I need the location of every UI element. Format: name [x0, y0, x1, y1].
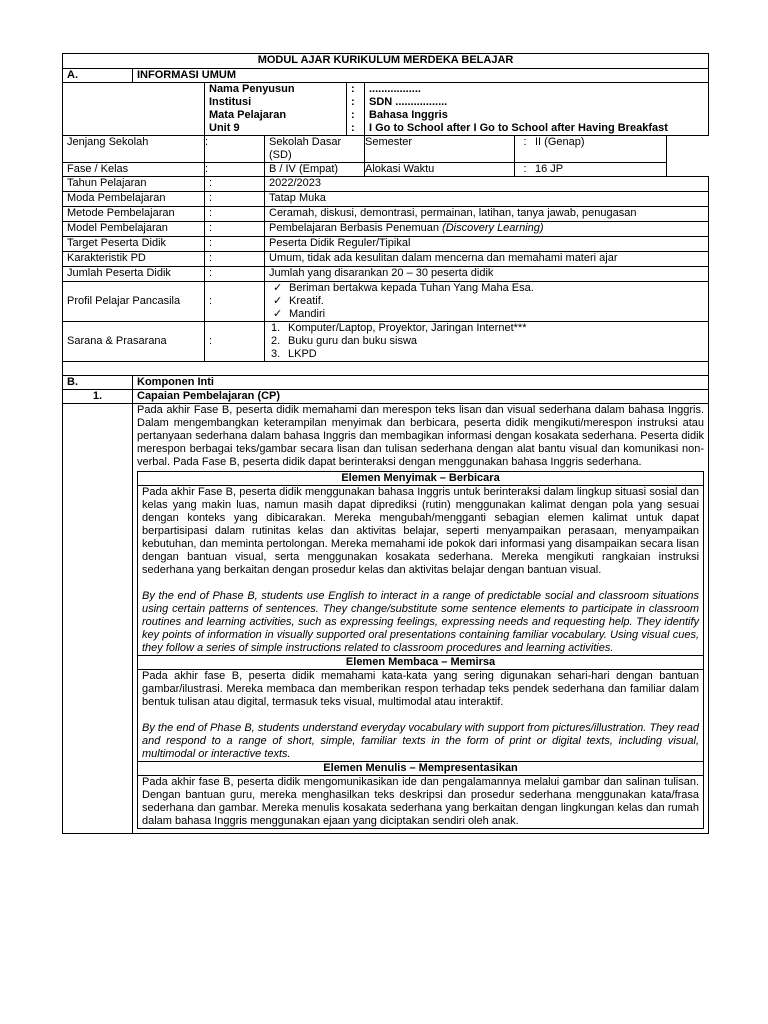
info-label-author: Nama Penyusun — [205, 83, 347, 97]
profile-list — [269, 282, 704, 321]
list-item: 1. Komputer/Laptop, Proyektor, Jaringan Internet*** — [271, 322, 527, 334]
semester-colon: : — [523, 136, 527, 148]
check-icon: ✓ — [273, 295, 283, 307]
cp-number: 1. — [63, 390, 133, 404]
info-label-subject: Mata Pelajaran — [205, 109, 347, 122]
kv-label: Jumlah Peserta Didik — [63, 267, 205, 282]
spacer-row — [63, 362, 709, 376]
facilities-label: Sarana & Prasarana — [63, 322, 205, 362]
info-label-institution: Institusi — [205, 96, 347, 109]
list-item: ✓ Mandiri — [273, 308, 326, 320]
element-text-id: Pada akhir Fase B, peserta didik menggunakan bahasa Inggris untuk berinteraksi dalam lingkup situasi sosial dan kelas yang makin luas, namun masih dapat diprediksi (rutin) menggunakan kalimat dengan pola yang sesuai dengan konteks yang dibicarakan. Mereka mengubah/mengganti sebagian elemen kalimat untuk dapat berpartisipasi dalam rutinitas kelas dan aktivitas belajar, seperti menyampaikan perasaan, menyampaikan kebutuhan, dan meminta pertolongan. Mereka memahami ide pokok dari informasi yang disampaikan secara lisan dengan bantuan visual, serta menggunakan kosakata sederhana. Mereka mengikuti rangkaian instruksi sederhana yang berkaitan dengan prosedur kelas dan aktivitas belajar dengan bantuan visual. — [142, 486, 700, 576]
info-colon: : — [347, 83, 365, 97]
kv-value-model — [265, 222, 709, 237]
section-b-letter: B. — [63, 376, 133, 390]
semester-value: II (Genap) — [535, 136, 585, 148]
cp-paragraph: Pada akhir Fase B, peserta didik memahami dan merespon teks lisan dan visual sederhana dalam bahasa Inggris. Dalam mengembangkan keterampilan menyimak dan berbicara, peserta didik mengikuti/merespon instruksi atau pertanyaan sederhana dalam bahasa Inggris dan membagikan informasi dengan kosakata sederhana. Peserta didik merespon berbagai teks/gambar secara lisan dan tulisan sederhana dengan alat bantu visual dan komunikasi non-verbal. Pada Fase B, peserta didik dapat berinteraksi dengan menggunakan bahasa Inggris sederhana. — [137, 404, 705, 468]
element-text-id: Pada akhir fase B, peserta didik mengomunikasikan ide dan pengalamannya melalui gambar dan salinan tulisan. Dengan bantuan guru, mereka menghasilkan teks deskripsi dan prosedur sederhana menggunakan kata/frasa sederhana dan gambar. Mereka menulis kosakata sederhana yang berkaitan dengan lingkungan kelas dan rumah dalam bahasa Inggris menggunakan ejaan yang diciptakan sendiri oleh anak. — [142, 776, 700, 827]
time-allocation-value: 16 JP — [535, 163, 564, 175]
info-value-unit: I Go to School after I Go to School after Having Breakfast — [365, 122, 709, 136]
semester-label: Semester — [365, 136, 413, 148]
module-table — [62, 53, 709, 834]
kv-colon: : — [205, 222, 265, 237]
info-value-subject: Bahasa Inggris — [365, 109, 709, 122]
school-level-label: Jenjang Sekolah — [63, 136, 205, 163]
kv-label: Karakteristik PD — [63, 252, 205, 267]
school-level-value: Sekolah Dasar (SD) — [265, 136, 365, 163]
section-b-label: Komponen Inti — [133, 376, 709, 390]
time-allocation-label: Alokasi Waktu — [365, 163, 435, 175]
info-colon: : — [347, 109, 365, 122]
list-item: ✓ Kreatif. — [273, 295, 324, 307]
kv-value-method: Ceramah, diskusi, demontrasi, permainan, latihan, tanya jawab, penugasan — [265, 207, 709, 222]
kv-value-count: Jumlah yang disarankan 20 – 30 peserta didik — [265, 267, 709, 282]
kv-colon: : — [205, 192, 265, 207]
section-a-letter: A. — [63, 69, 133, 83]
kv-label: Metode Pembelajaran — [63, 207, 205, 222]
section-a-label: INFORMASI UMUM — [133, 69, 709, 83]
info-colon: : — [347, 96, 365, 109]
kv-colon: : — [205, 252, 265, 267]
lesson-module-document — [62, 53, 708, 970]
phase-class-value: B / IV (Empat) — [265, 163, 365, 177]
list-item: ✓ Beriman bertakwa kepada Tuhan Yang Maha Esa. — [273, 282, 534, 294]
document-title: MODUL AJAR KURIKULUM MERDEKA BELAJAR — [63, 54, 709, 69]
list-item: 3. LKPD — [271, 348, 317, 360]
element-title: Elemen Membaca – Memirsa — [138, 656, 704, 670]
elements-table — [137, 471, 704, 829]
phase-class-label: Fase / Kelas — [63, 163, 205, 177]
info-colon: : — [347, 122, 365, 136]
info-value-author: ................. — [365, 83, 709, 97]
kv-label: Tahun Pelajaran — [63, 177, 205, 192]
profile-label: Profil Pelajar Pancasila — [63, 282, 205, 322]
facilities-colon: : — [205, 322, 265, 362]
check-icon: ✓ — [273, 282, 283, 294]
element-text-id: Pada akhir fase B, peserta didik memahami kata-kata yang sering digunakan sehari-hari dengan bantuan gambar/ilustrasi. Mereka membaca dan memberikan respon terhadap teks pendek sederhana dan familiar dalam bentuk tulisan atau digital, termasuk teks visual, multimodal atau interaktif. — [142, 670, 700, 708]
info-value-institution: SDN ................. — [365, 96, 709, 109]
kv-colon: : — [205, 207, 265, 222]
model-value: Pembelajaran Berbasis Penemuan — [269, 222, 439, 234]
kv-colon: : — [205, 177, 265, 192]
check-icon: ✓ — [273, 308, 283, 320]
profile-colon: : — [205, 282, 265, 322]
list-item: 2. Buku guru dan buku siswa — [271, 335, 418, 347]
kv-colon: : — [205, 237, 265, 252]
phase-class-colon: : — [205, 163, 265, 177]
element-text-en: By the end of Phase B, students use English to interact in a range of predictable social and classroom situations using certain patterns of sentences. They change/substitute some sentence elements to participate in classroom routines and learning activities, such as expressing feelings, expressing needs and requesting help. They identify key points of information in visually supported oral presentations containing familiar vocabulary. Using visual cues, they follow a series of simple instructions related to classroom procedures and learning activities. — [142, 590, 700, 654]
info-label-unit: Unit 9 — [205, 122, 347, 136]
kv-value-characteristics: Umum, tidak ada kesulitan dalam mencerna dan memahami materi ajar — [265, 252, 709, 267]
element-text-en: By the end of Phase B, students understand everyday vocabulary with support from pictures/illustration. They read and respond to a range of short, simple, familiar texts in the form of print or digital texts, including visual, multimodal or interactive texts. — [142, 722, 700, 760]
time-allocation-colon: : — [523, 163, 527, 175]
model-value-italic: (Discovery Learning) — [442, 222, 544, 234]
kv-value-year: 2022/2023 — [265, 177, 709, 192]
element-title: Elemen Menulis – Mempresentasikan — [138, 762, 704, 776]
kv-label: Model Pembelajaran — [63, 222, 205, 237]
kv-label: Target Peserta Didik — [63, 237, 205, 252]
element-title: Elemen Menyimak – Berbicara — [138, 472, 704, 486]
kv-value-target: Peserta Didik Reguler/Tipikal — [265, 237, 709, 252]
cp-label: Capaian Pembelajaran (CP) — [133, 390, 709, 404]
school-level-colon: : — [205, 136, 265, 163]
kv-value-mode: Tatap Muka — [265, 192, 709, 207]
kv-label: Moda Pembelajaran — [63, 192, 205, 207]
facilities-list — [269, 322, 704, 361]
kv-colon: : — [205, 267, 265, 282]
